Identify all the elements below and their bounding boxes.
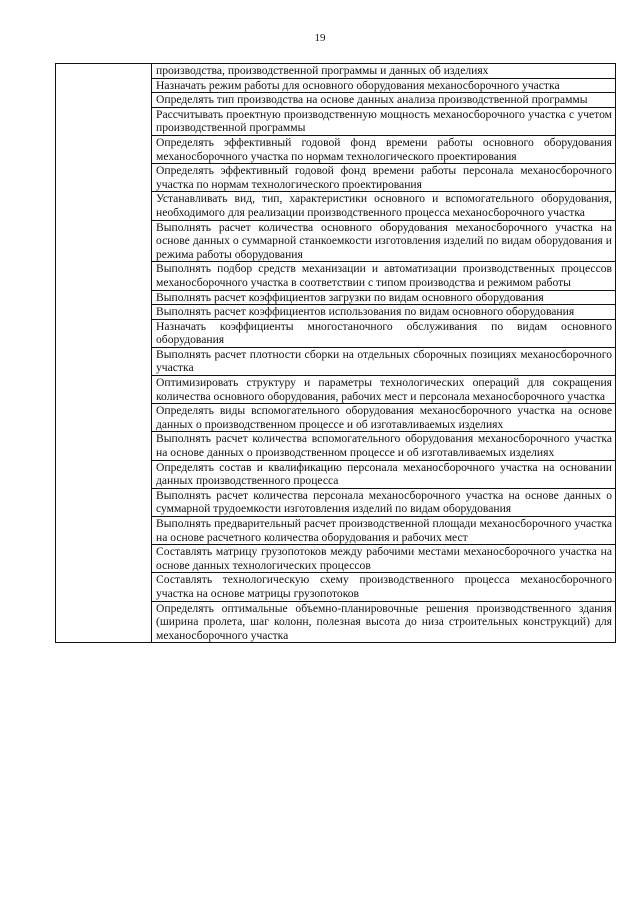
table-cell: Выполнять расчет коэффициентов загрузки по видам основного оборудования (152, 290, 616, 305)
table-cell: Выполнять расчет количества персонала механосборочного участка на основе данных о суммарной трудоемкости изготовления изделий по видам оборудования (152, 488, 616, 516)
page-number: 19 (314, 32, 326, 44)
table-body (56, 64, 616, 643)
table-cell: Рассчитывать проектную производственную мощность механосборочного участка с учетом производственной программы (152, 107, 616, 135)
table-cell: Определять эффективный годовой фонд времени работы персонала механосборочного участка по нормам технологического проектирования (152, 164, 616, 192)
table-cell: Выполнять расчет количества вспомогательного оборудования механосборочного участка на основе данных о производственном процессе и об изготавливаемых изделиях (152, 432, 616, 460)
left-column-cell (56, 64, 152, 643)
table-cell: Определять виды вспомогательного оборудования механосборочного участка на основе данных о производственном процессе и об изготавливаемых изделиях (152, 404, 616, 432)
table-cell: Назначать коэффициенты многостаночного обслуживания по видам основного оборудования (152, 319, 616, 347)
table-cell: Назначать режим работы для основного оборудования механосборочного участка (152, 78, 616, 93)
table-cell: Составлять технологическую схему производственного процесса механосборочного участка на основе матрицы грузопотоков (152, 573, 616, 601)
table-cell: Определять оптимальные объемно-планировочные решения производственного здания (ширина пролета, шаг колонн, полезная высота до низа строительных конструкций) для механосборочного участка (152, 601, 616, 643)
table-cell: Оптимизировать структуру и параметры технологических операций для сокращения количества основного оборудования, рабочих мест и персонала механосборочного участка (152, 376, 616, 404)
table-cell: Выполнять расчет коэффициентов использования по видам основного оборудования (152, 305, 616, 320)
table-cell: Выполнять расчет количества основного оборудования механосборочного участка на основе данных о суммарной станкоемкости изготовления изделий по видам оборудования и режима работы оборудования (152, 220, 616, 262)
table-cell: Определять состав и квалификацию персонала механосборочного участка на основании данных производственного процесса (152, 460, 616, 488)
table-cell: производства, производственной программы и данных об изделиях (152, 64, 616, 79)
table-cell: Определять тип производства на основе данных анализа производственной программы (152, 93, 616, 108)
table-cell: Определять эффективный годовой фонд времени работы основного оборудования механосборочного участка по нормам технологического проектирования (152, 135, 616, 163)
table-cell: Выполнять расчет плотности сборки на отдельных сборочных позициях механосборочного участка (152, 347, 616, 375)
table-cell: Составлять матрицу грузопотоков между рабочими местами механосборочного участка на основе данных технологических процессов (152, 545, 616, 573)
table-row (56, 64, 616, 79)
table-cell: Выполнять подбор средств механизации и автоматизации производственных процессов механосборочного участка в соответствии с типом производства и режимом работы (152, 262, 616, 290)
competency-table (55, 63, 616, 643)
table-cell: Выполнять предварительный расчет производственной площади механосборочного участка на основе расчетного количества оборудования и рабочих мест (152, 517, 616, 545)
table-cell: Устанавливать вид, тип, характеристики основного и вспомогательного оборудования, необходимого для реализации производственного процесса механосборочного участка (152, 192, 616, 220)
